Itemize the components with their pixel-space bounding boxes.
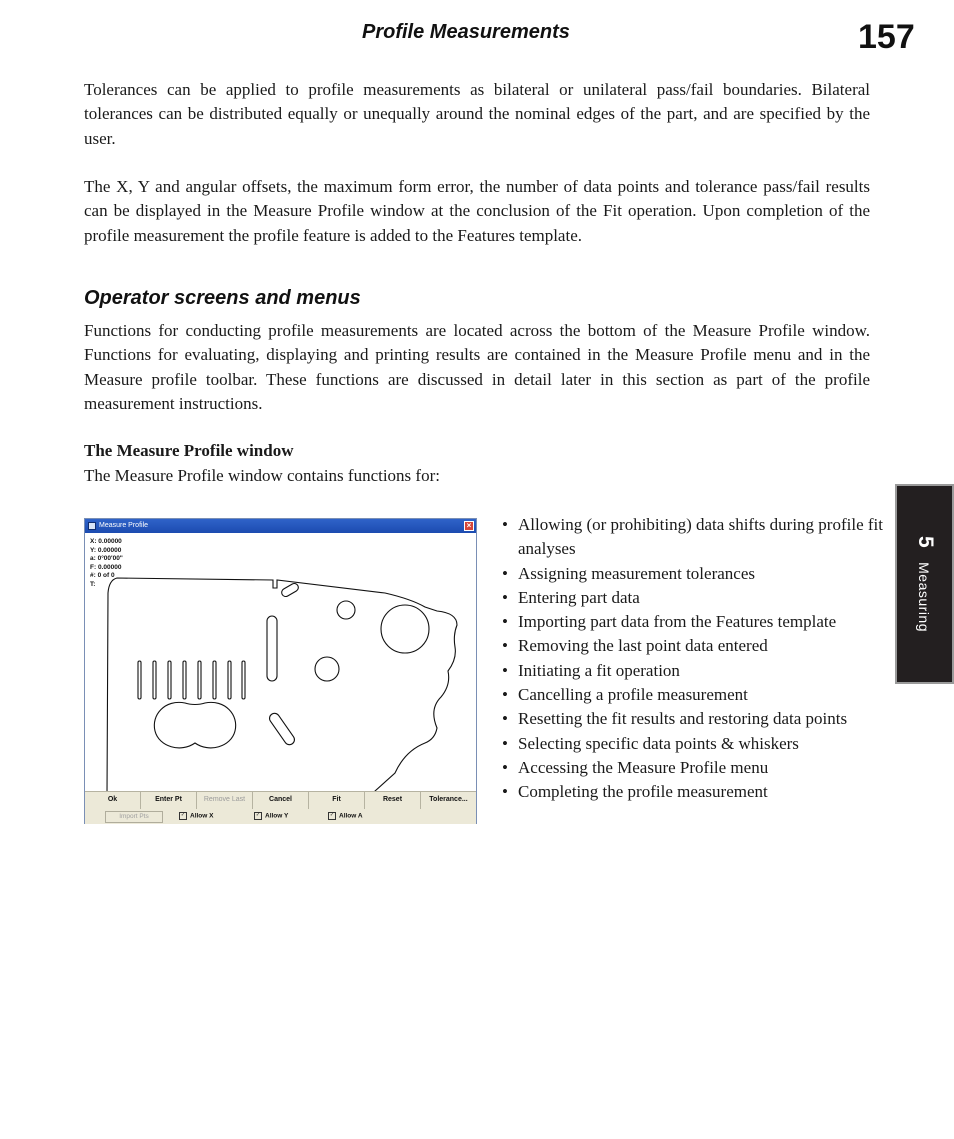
window-title: Measure Profile bbox=[99, 522, 149, 529]
slot bbox=[242, 661, 245, 699]
profile-canvas bbox=[85, 533, 476, 791]
checkbox-icon: ✓ bbox=[180, 812, 186, 818]
chapter-number: 5 bbox=[913, 535, 937, 548]
allow-y-checkbox[interactable] bbox=[254, 812, 288, 820]
list-item: • Accessing the Measure Profile menu bbox=[500, 756, 885, 780]
slot bbox=[153, 661, 156, 699]
close-button[interactable]: × bbox=[464, 521, 474, 531]
list-item: • Initiating a fit operation bbox=[500, 659, 885, 683]
list-item: • Selecting specific data points & whiskers bbox=[500, 732, 885, 756]
slot bbox=[228, 661, 231, 699]
readout-angle: a: 0°00'00" bbox=[90, 555, 123, 563]
slot bbox=[213, 661, 216, 699]
double-hole bbox=[154, 702, 235, 748]
window-check-bar bbox=[85, 809, 476, 824]
tolerance-button[interactable]: Tolerance... bbox=[429, 796, 468, 803]
checkbox-icon: ✓ bbox=[255, 812, 261, 818]
import-pts-button[interactable]: Import Pts bbox=[105, 811, 163, 823]
list-item: • Resetting the fit results and restoring data points bbox=[500, 707, 885, 731]
remove-last-button[interactable]: Remove Last bbox=[197, 792, 253, 810]
list-item: • Assigning measurement tolerances bbox=[500, 562, 885, 586]
cancel-button[interactable]: Cancel bbox=[253, 792, 309, 810]
oblong-hole bbox=[280, 582, 300, 598]
readout-tolerance: T: bbox=[90, 580, 96, 588]
list-item: • Allowing (or prohibiting) data shifts during profile fit analyses bbox=[500, 513, 885, 562]
slot bbox=[183, 661, 186, 699]
reset-button[interactable]: Reset bbox=[365, 792, 421, 810]
diagonal-slot bbox=[268, 711, 297, 746]
slot bbox=[138, 661, 141, 699]
list-item: • Completing the profile measurement bbox=[500, 780, 885, 804]
page-number: 157 bbox=[858, 18, 915, 56]
allow-y-label: Allow Y bbox=[265, 812, 289, 820]
readout-y: Y: 0.00000 bbox=[90, 546, 122, 554]
window-button-bar bbox=[85, 791, 476, 810]
app-icon bbox=[88, 522, 96, 530]
part-outline bbox=[107, 578, 457, 791]
list-item: • Entering part data bbox=[500, 586, 885, 610]
readout-panel bbox=[90, 538, 123, 590]
ok-button[interactable]: Ok bbox=[85, 792, 141, 810]
paragraph-functions: Functions for conducting profile measurements are located across the bottom of the Measure Profile window. Functions for evaluating, displaying and printing results are contained in the Measure Profile menu and in the Measure profile toolbar. These functions are discussed in detail later in this section as part of the profile measurement instructions. bbox=[84, 321, 870, 414]
slot bbox=[198, 661, 201, 699]
enter-pt-button[interactable]: Enter Pt bbox=[141, 792, 197, 810]
list-item: • Importing part data from the Features template bbox=[500, 610, 885, 634]
window-titlebar bbox=[85, 519, 476, 533]
fit-button[interactable]: Fit bbox=[309, 792, 365, 810]
checkbox-icon: ✓ bbox=[329, 812, 335, 818]
list-item: • Cancelling a profile measurement bbox=[500, 683, 885, 707]
hole bbox=[315, 657, 339, 681]
readout-form: F: 0.00000 bbox=[90, 563, 122, 571]
allow-a-checkbox[interactable] bbox=[328, 812, 363, 820]
section-heading: Operator screens and menus bbox=[84, 287, 361, 309]
chapter-side-tab bbox=[895, 484, 954, 684]
long-slot bbox=[267, 616, 277, 681]
sub-heading: The Measure Profile window bbox=[84, 441, 294, 460]
allow-x-checkbox[interactable] bbox=[179, 812, 213, 820]
list-item: • Removing the last point data entered bbox=[500, 634, 885, 658]
allow-x-label: Allow X bbox=[190, 812, 214, 820]
paragraph-offsets: The X, Y and angular offsets, the maximum form error, the number of data points and tolerance pass/fail results can be displayed in the Measure Profile window at the conclusion of the Fit operation. Upon completion of the profile measurement the profile feature is added to the Features template. bbox=[84, 177, 870, 245]
slot bbox=[168, 661, 171, 699]
chapter-label: Measuring bbox=[915, 562, 932, 633]
paragraph-tolerances: Tolerances can be applied to profile measurements as bilateral or unilateral pass/fail boundaries. Bilateral tolerances can be distributed equally or unequally around the nominal edges of the part, and are specified by the user. bbox=[84, 80, 870, 148]
function-list bbox=[500, 513, 885, 805]
measure-profile-window bbox=[84, 518, 477, 824]
intro-text: The Measure Profile window contains functions for: bbox=[84, 466, 440, 485]
running-header-title: Profile Measurements bbox=[362, 21, 570, 43]
readout-x: X: 0.00000 bbox=[90, 538, 122, 545]
allow-a-label: Allow A bbox=[339, 812, 363, 820]
large-hole bbox=[381, 605, 429, 653]
hole bbox=[337, 601, 355, 619]
readout-count: #: 0 of 0 bbox=[90, 572, 115, 580]
